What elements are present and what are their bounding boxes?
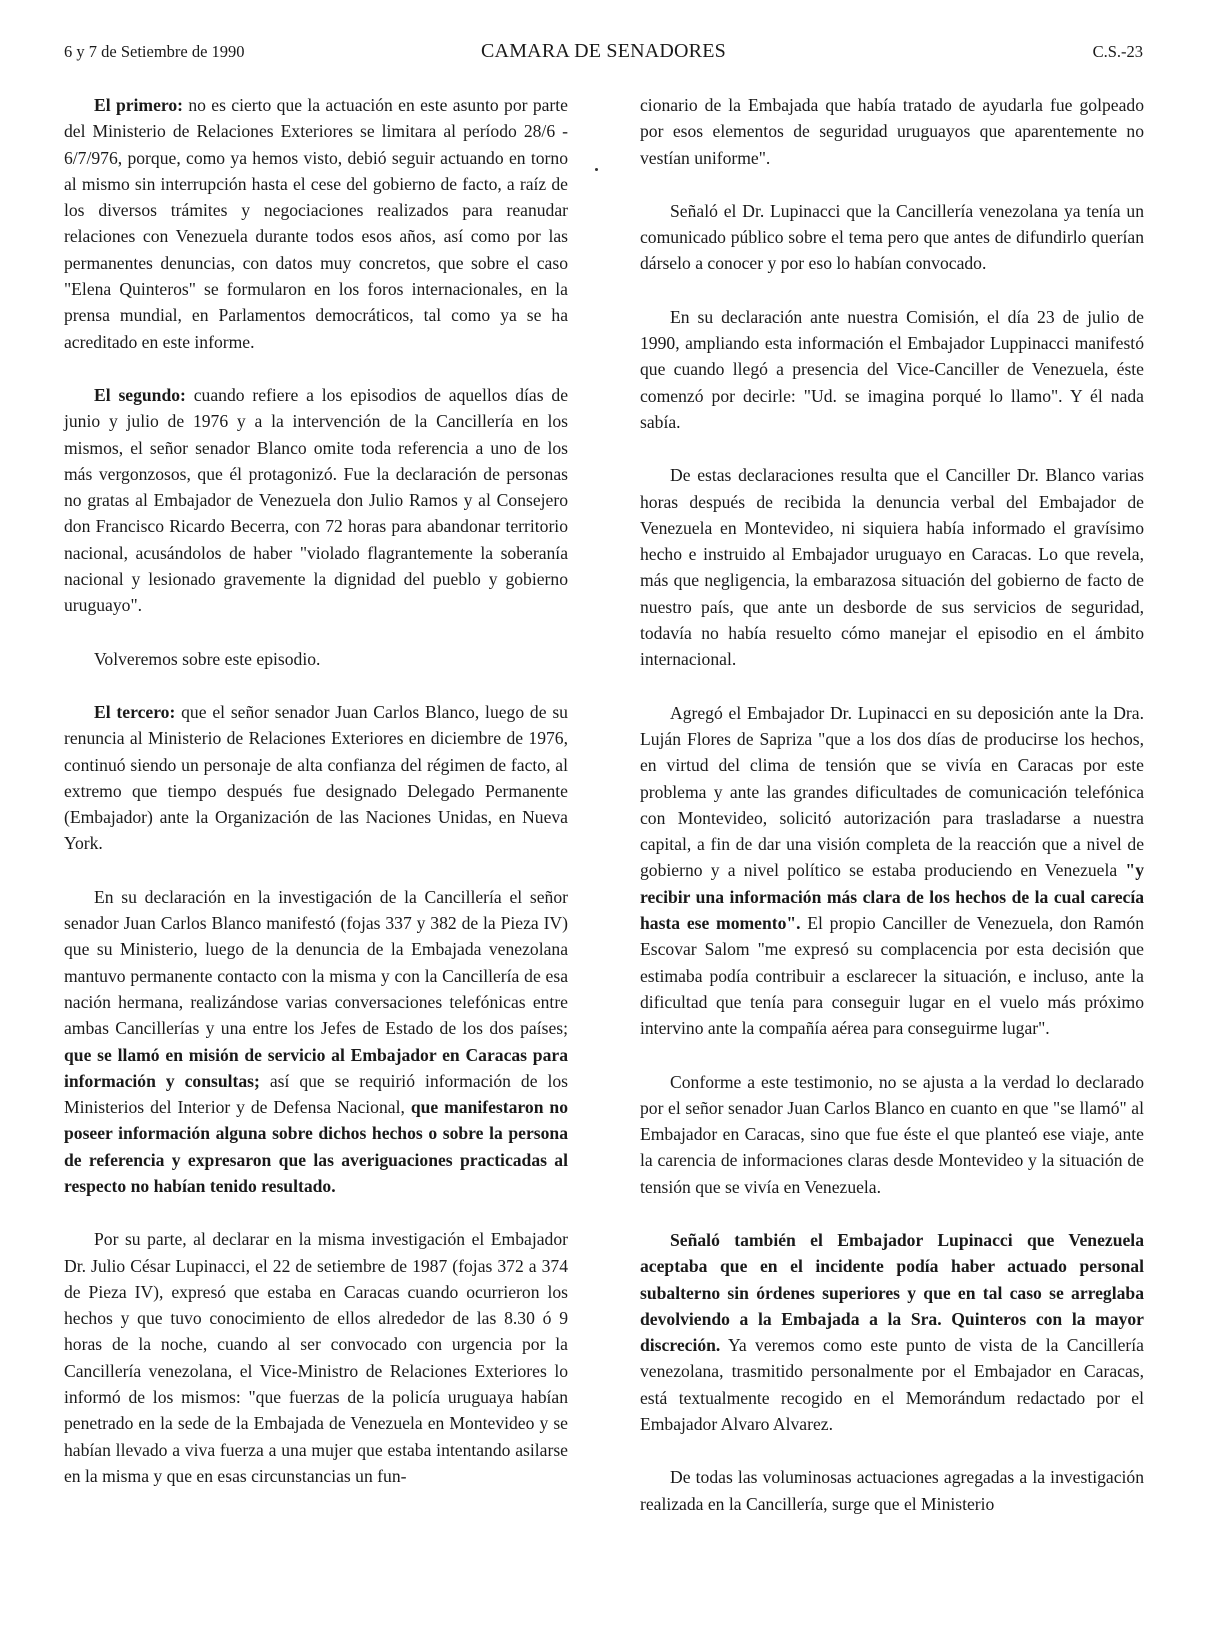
- paragraph-text: Agregó el Embajador Dr. Lupinacci en su deposición ante la Dra. Luján Flores de Sapriza "que a los dos días de producirse los hechos, en virtud del clima de tensión que se vivía en Caracas por este problema y ante las grandes dificultades de comunicación telefónica con Montevideo, solicitó autorización para trasladarse a nuestra capital, a fin de dar una visión completa de la reacción que a nivel de gobierno y a nivel político se estaba produciendo en Venezuela: [640, 702, 1144, 881]
- paragraph-lupinacci: Por su parte, al declarar en la misma investigación el Embajador Dr. Julio César Lupinacci, el 22 de setiembre de 1987 (fojas 372 a 374 de Pieza IV), expresó que estaba en Caracas cuando ocurrieron los hechos y que tuvo conocimiento de ellos alrededor de las 8.30 ó 9 horas de la noche, cuando al ser convocado con urgencia por la Cancillería venezolana, el Vice-Ministro de Relaciones Exteriores lo informó de los mismos: "que fuerzas de la policía uruguaya habían penetrado en la sede de la Embajada de Venezuela en Montevideo y se habían llevado a viva fuerza a una mujer que estaba intentando asilarse en la misma y que en esas circunstancias un fun-: [64, 1229, 568, 1486]
- right-column: [640, 92, 1144, 1544]
- paragraph-senalo: [640, 1227, 1144, 1437]
- paragraph-segundo: [64, 382, 568, 619]
- print-speck: [595, 168, 598, 171]
- paragraph-text: no es cierto que la actuación en este asunto por parte del Ministerio de Relaciones Exteriores se limitara al período 28/6 - 6/7/976, porque, como ya hemos visto, debió seguir actuando en torno al mismo sin interrupción hasta el cese del gobierno de facto, a raíz de los diversos trámites y negociaciones realizados para reanudar relaciones con Venezuela durante todos esos años, así como por las permanentes denuncias, con datos muy concretos, que sobre el caso "Elena Quinteros" se formularon en los foros internacionales, en la prensa mundial, en Parlamentos democráticos, tal como ya se ha acreditado en este informe.: [64, 95, 568, 352]
- page-header: [64, 40, 1143, 66]
- bold-text: "y recibir una información más clara de los hechos de la cual carecía hasta ese momento".: [640, 860, 1144, 934]
- paragraph-declaracion-blanco: [64, 884, 568, 1200]
- bold-text: Señaló también el Embajador Lupinacci que Venezuela aceptaba que en el incidente podía haber actuado personal subalterno sin órdenes superiores y que en tal caso se arreglaba devolviendo a la Embajada a la Sra. Quinteros con la mayor discreción.: [640, 1229, 1144, 1356]
- paragraph-primero: [64, 92, 568, 355]
- paragraph-text: cuando refiere a los episodios de aquellos días de junio y julio de 1976 y a la intervención de la Cancillería en los mismos, el señor senador Blanco omite toda referencia a uno de los más vergonzosos, que él protagonizó. Fue la declaración de personas no gratas al Embajador de Venezuela don Julio Ramos y al Consejero don Francisco Ricardo Becerra, con 72 horas para abandonar territorio nacional, acusándolos de haber "violado flagrantemente la soberanía nacional y lesionado gravemente la dignidad del pueblo y gobierno uruguayo".: [64, 384, 569, 616]
- paragraph-continuation: cionario de la Embajada que había tratado de ayudarla fue golpeado por esos elementos de seguridad uruguayos que aparentemente no vestían uniforme".: [640, 95, 1144, 168]
- paragraph-actuaciones: De todas las voluminosas actuaciones agregadas a la investigación realizada en la Cancillería, surge que el Ministerio: [640, 1467, 1144, 1514]
- paragraph-tercero: [64, 699, 568, 857]
- header-date: 6 y 7 de Setiembre de 1990: [64, 42, 245, 61]
- bold-text: que manifestaron no poseer información alguna sobre dichos hechos o sobre la persona de referencia y expresaron que las averiguaciones practicadas al respecto no habían tenido resultado.: [64, 1097, 568, 1196]
- paragraph-lead: El segundo:: [94, 384, 186, 405]
- paragraph-testimonio: Conforme a este testimonio, no se ajusta a la verdad lo declarado por el señor senador Juan Carlos Blanco en cuanto en que "se llamó" al Embajador en Caracas, sino que fue éste el que planteó ese viaje, ante la carencia de informaciones claras desde Montevideo y la situación de tensión que se vivía en Venezuela.: [640, 1071, 1144, 1197]
- paragraph-conclusion: De estas declaraciones resulta que el Canciller Dr. Blanco varias horas después de recibida la denuncia verbal del Embajador de Venezuela en Montevideo, ni siquiera había informado el gravísimo hecho e instruido al Embajador uruguayo en Caracas. Lo que revela, más que negligencia, la embarazosa situación del gobierno de facto de nuestro país, que ante un desborde de sus servicios de seguridad, todavía no había resuelto cómo manejar el episodio en el ámbito internacional.: [640, 465, 1144, 670]
- paragraph-lead: El tercero:: [94, 701, 176, 722]
- paragraph-lead: El primero:: [94, 95, 184, 115]
- left-column: [64, 92, 568, 1516]
- header-title: CAMARA DE SENADORES: [481, 40, 726, 62]
- paragraph-text: Ya veremos como este punto de vista de la Cancillería venezolana, trasmitido personalmente por el Embajador en Caracas, está textualmente recogido en el Memorándum redactado por el Embajador Alvaro Alvarez.: [640, 1335, 1144, 1435]
- paragraph-text: El propio Canciller de Venezuela, don Ramón Escovar Salom "me expresó su complacencia por esta decisión que estimaba podía contribuir a esclarecer la situación, e incluso, ante la dificultad que tenía para conseguir lugar en el vuelo más próximo intervino ante la compañía aérea para conseguirme lugar".: [640, 913, 1144, 1039]
- paragraph-text: así que se requirió información de los Ministerios del Interior y de Defensa Nacional,: [64, 1070, 568, 1118]
- paragraph-volveremos: Volveremos sobre este episodio.: [94, 648, 321, 669]
- paragraph-text: En su declaración en la investigación de la Cancillería el señor senador Juan Carlos Blanco manifestó (fojas 337 y 382 de la Pieza IV) que su Ministerio, luego de la denuncia de la Embajada venezolana mantuvo permanente contacto con la misma y con la Cancillería de esa nación hermana, realizándose varias conversaciones telefónicas entre ambas Cancillerías y una entre los Jefes de Estado de los dos países;: [64, 886, 568, 1039]
- header-page-number: C.S.-23: [1092, 42, 1143, 61]
- paragraph-comision: En su declaración ante nuestra Comisión, el día 23 de julio de 1990, ampliando esta información el Embajador Luppinacci manifestó que cuando llegó a presencia del Vice-Canciller de Venezuela, éste comenzó por decirle: "Ud. se imagina porqué lo llamo". Y él nada sabía.: [640, 306, 1144, 432]
- paragraph-deposicion: [640, 700, 1144, 1042]
- paragraph-comunicado: Señaló el Dr. Lupinacci que la Cancillería venezolana ya tenía un comunicado público sobre el tema pero que antes de difundirlo querían dárselo a conocer y por eso lo habían convocado.: [640, 200, 1144, 274]
- bold-text: que se llamó en misión de servicio al Embajador en Caracas para información y consultas;: [64, 1044, 568, 1091]
- paragraph-text: que el señor senador Juan Carlos Blanco, luego de su renuncia al Ministerio de Relaciones Exteriores en diciembre de 1976, continuó siendo un personaje de alta confianza del régimen de facto, al extremo que tiempo después fue designado Delegado Permanente (Embajador) ante la Organización de las Naciones Unidas, en Nueva York.: [64, 701, 568, 854]
